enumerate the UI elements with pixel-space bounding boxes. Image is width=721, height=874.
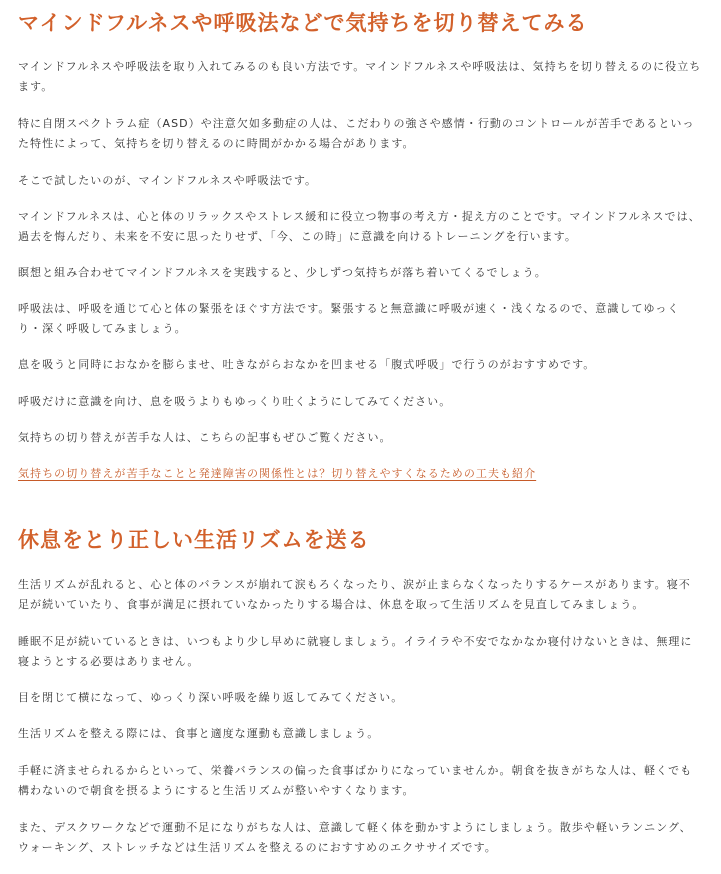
- paragraph: 息を吸うと同時におなかを膨らませ、吐きながらおなかを凹ませる「腹式呼吸」で行うのがおすすめです。: [18, 358, 596, 371]
- paragraph: 気持ちの切り替えが苦手な人は、こちらの記事もぜひご覧ください。: [18, 431, 392, 444]
- paragraph: そこで試したいのが、マインドフルネスや呼吸法です。: [18, 174, 318, 187]
- paragraph: 瞑想と組み合わせてマインドフルネスを実践すると、少しずつ気持ちが落ち着いてくるでしょう。: [18, 266, 547, 279]
- paragraph: マインドフルネスや呼吸法を取り入れてみるのも良い方法です。マインドフルネスや呼吸法は、気持ちを切り替えるのに役立ちます。: [18, 60, 702, 93]
- paragraph: 生活リズムが乱れると、心と体のバランスが崩れて涙もろくなったり、涙が止まらなくなったりするケースがあります。寝不足が続いていたり、食事が満足に摂れていなかったりする場合は、休息を取って生活リズムを見直してみましょう。: [18, 578, 691, 611]
- paragraph: 睡眠不足が続いているときは、いつもより少し早めに就寝しましょう。イライラや不安でなかなか寝付けないときは、無理に寝ようとする必要はありません。: [18, 635, 693, 668]
- paragraph: 手軽に済ませられるからといって、栄養バランスの偏った食事ばかりになっていませんか。朝食を抜きがちな人は、軽くでも構わないので朝食を摂るようにすると生活リズムが整いやすくなります。: [18, 764, 693, 797]
- paragraph: 特に自閉スペクトラム症（ASD）や注意欠如多動症の人は、こだわりの強さや感情・行動のコントロールが苦手であるといった特性によって、気持ちを切り替えるのに時間がかかる場合があります。: [18, 117, 695, 150]
- paragraph: 呼吸法は、呼吸を通じて心と体の緊張をほぐす方法です。緊張すると無意識に呼吸が速く・浅くなるので、意識してゆっくり・深く呼吸してみましょう。: [18, 302, 680, 335]
- paragraph: 目を閉じて横になって、ゆっくり深い呼吸を繰り返してみてください。: [18, 691, 404, 704]
- paragraph: 生活リズムを整える際には、食事と適度な運動も意識しましょう。: [18, 727, 380, 740]
- paragraph: また、デスクワークなどで運動不足になりがちな人は、意識して軽く体を動かすようにしましょう。散歩や軽いランニング、ウォーキング、ストレッチなどは生活リズムを整えるのにおすすめのエクササイズです。: [18, 821, 692, 854]
- paragraph: 呼吸だけに意識を向け、息を吸うよりもゆっくり吐くようにしてみてください。: [18, 395, 452, 408]
- paragraph: マインドフルネスは、心と体のリラックスやストレス緩和に役立つ物事の考え方・捉え方のことです。マインドフルネスでは、過去を悔んだり、未来を不安に思ったりせず、「今、この時」に意識を向けるトレーニングを行います。: [18, 210, 701, 243]
- section-heading-mindfulness: マインドフルネスや呼吸法などで気持ちを切り替えてみる: [18, 11, 588, 35]
- related-article-link[interactable]: 気持ちの切り替えが苦手なことと発達障害の関係性とは？切り替えやすくなるための工夫も紹介: [18, 467, 537, 480]
- related-article-paragraph: [18, 464, 702, 484]
- section-heading-rest: 休息をとり正しい生活リズムを送る: [18, 528, 370, 552]
